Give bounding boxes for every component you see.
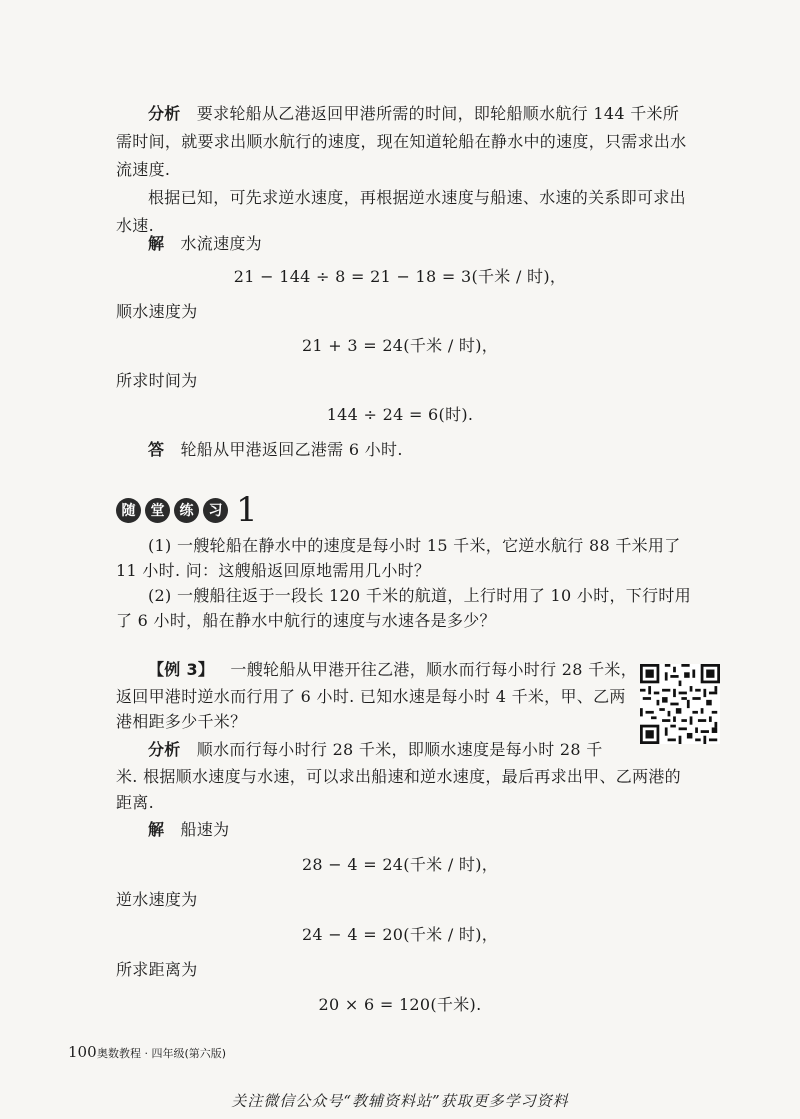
solution-text-2: 顺水速度为 xyxy=(116,302,198,321)
solution-2-label: 解 xyxy=(148,820,165,839)
solution-2-intro xyxy=(148,818,229,842)
example-3-label: 【例 3】 xyxy=(148,660,215,679)
example-3-line-2: 返回甲港时逆水而行用了 6 小时. 已知水速是每小时 4 千米，甲、乙两 xyxy=(116,687,626,706)
watermark-text: 关注微信公众号“教辅资料站”获取更多学习资料 xyxy=(231,1092,569,1110)
analysis-text: 要求轮船从乙港返回甲港所需的时间，即轮船顺水航行 144 千米所 xyxy=(196,104,680,123)
answer-label: 答 xyxy=(148,440,165,459)
answer-text: 轮船从甲港返回乙港需 6 小时. xyxy=(180,440,403,459)
exercise-title xyxy=(116,490,258,530)
analysis-2-label: 分析 xyxy=(148,740,181,759)
exercise-char-1: 随 xyxy=(116,498,141,523)
equation-1: 21 − 144 ÷ 8 = 21 − 18 = 3(千米 / 时)， xyxy=(233,267,567,286)
example-3-line-3: 港相距多少千米？ xyxy=(116,712,247,731)
analysis-paragraph-line-4: 根据已知，可先求逆水速度，再根据逆水速度与船速、水速的关系即可求出 xyxy=(148,188,686,207)
exercise-char-2: 堂 xyxy=(145,498,170,523)
analysis-2-line-1 xyxy=(148,738,603,762)
solution-2-text-3: 所求距离为 xyxy=(116,960,198,979)
exercise-q2-line-1: (2) 一艘船往返于一段长 120 千米的航道，上行时用了 10 小时，下行时用 xyxy=(148,586,691,605)
exercise-q1-line-2: 11 小时. 问：这艘船返回原地需用几小时？ xyxy=(116,561,431,580)
solution-label: 解 xyxy=(148,234,165,253)
analysis-label: 分析 xyxy=(148,104,181,123)
solution-text-3: 所求时间为 xyxy=(116,371,198,390)
equation-5: 24 − 4 = 20(千米 / 时)， xyxy=(301,925,499,944)
example-3-line-1 xyxy=(148,658,637,682)
solution-intro xyxy=(148,232,262,256)
analysis-paragraph-line-5: 水速. xyxy=(116,216,154,235)
analysis-paragraph-line-2: 需时间，就要求出顺水航行的速度，现在知道轮船在静水中的速度，只需求出水 xyxy=(116,132,687,151)
exercise-q1-line-1: (1) 一艘轮船在静水中的速度是每小时 15 千米，它逆水航行 88 千米用了 xyxy=(148,536,681,555)
book-title: 奥数教程 · 四年级(第六版) xyxy=(97,1047,227,1060)
solution-intro-text: 水流速度为 xyxy=(180,234,262,253)
answer-line xyxy=(148,438,403,462)
equation-6: 20 × 6 = 120(千米). xyxy=(318,995,482,1014)
equation-3: 144 ÷ 24 = 6(时). xyxy=(326,405,474,424)
exercise-char-3: 练 xyxy=(174,498,199,523)
analysis-paragraph-line-3: 流速度. xyxy=(116,160,171,179)
solution-2-intro-text: 船速为 xyxy=(180,820,230,839)
exercise-char-4: 习 xyxy=(203,498,228,523)
analysis-paragraph-line-1 xyxy=(148,102,679,126)
equation-2: 21 + 3 = 24(千米 / 时)， xyxy=(301,336,499,355)
exercise-q2-line-2: 了 6 小时，船在静水中航行的速度与水速各是多少？ xyxy=(116,611,496,630)
exercise-number: 1 xyxy=(236,490,258,530)
analysis-2-line-2: 米. 根据顺水速度与水速，可以求出船速和逆水速度，最后再求出甲、乙两港的 xyxy=(116,767,681,786)
equation-4: 28 − 4 = 24(千米 / 时)， xyxy=(301,855,499,874)
analysis-2-text: 顺水而行每小时行 28 千米，即顺水速度是每小时 28 千 xyxy=(196,740,603,759)
qr-code-icon xyxy=(640,664,720,744)
page-number: 100 xyxy=(68,1043,97,1061)
example-3-text: 一艘轮船从甲港开往乙港，顺水而行每小时行 28 千米， xyxy=(230,660,638,679)
solution-2-text-2: 逆水速度为 xyxy=(116,890,198,909)
analysis-2-line-3: 距离. xyxy=(116,793,154,812)
